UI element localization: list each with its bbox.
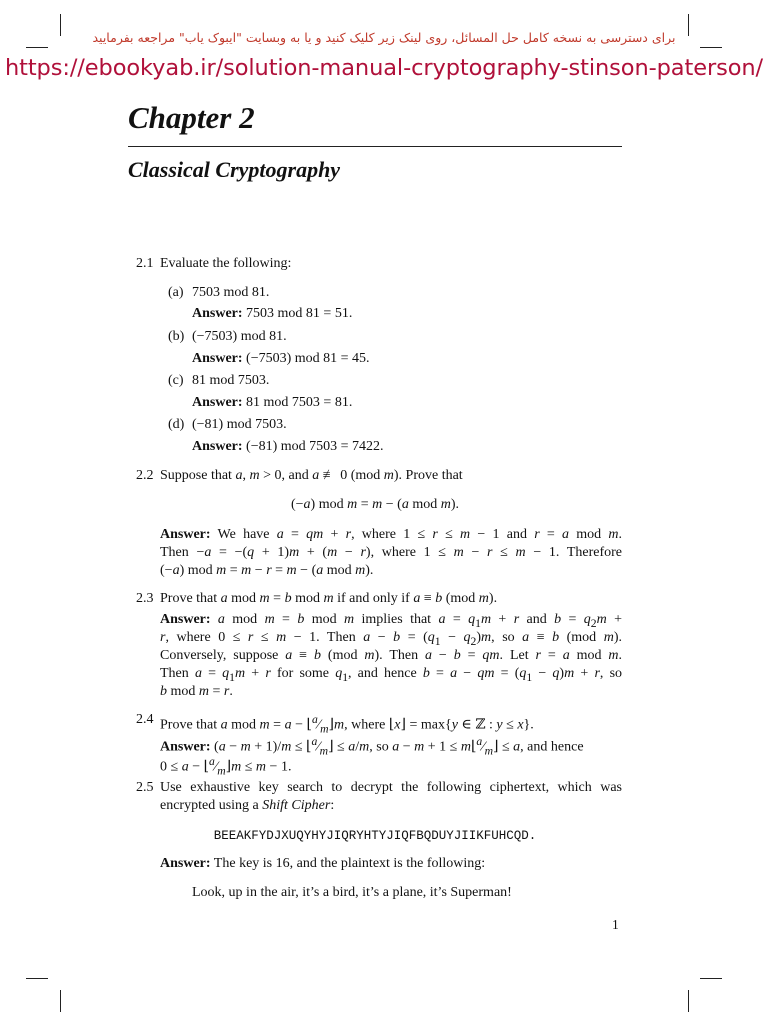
banner-notice: برای دسترسی به نسخه کامل حل المسائل، روی لینک زیر کلیک کنید و یا به وبسایت "ایبوک یاب" مراجعه بفرمایید — [92, 30, 676, 45]
ciphertext: BEEAKFYDJXUQYHYJIQRYHTYJIQFBQDUYJIIKFUHCQD. — [213, 829, 537, 843]
answer-line: Answer: We have a = qm + r, where 1 ≤ r ≤ m − 1 and r = a mod m. — [160, 527, 623, 542]
answer-text: 7503 mod 81 = 51. — [246, 306, 353, 321]
answer-line — [160, 856, 485, 872]
answer-label: Answer: — [192, 395, 243, 410]
answer-label: Answer: — [160, 856, 211, 871]
answer-text: The key is 16, and the plaintext is the following: — [213, 856, 486, 871]
part-question: 81 mod 7503. — [192, 373, 270, 388]
answer-line: r, where 0 ≤ r ≤ m − 1. Then $a - b = (q_1 - q_2)m$, so a ≡ b (mod m). — [160, 630, 622, 648]
answer-text: (−7503) mod 81 = 45. — [246, 351, 370, 366]
part-label: (d) — [168, 417, 185, 432]
banner-link[interactable]: https://ebookyab.ir/solution-manual-cryptography-stinson-paterson/ — [4, 55, 764, 81]
problem-text: Use exhaustive key search to decrypt the following ciphertext, which was — [160, 780, 622, 795]
crop-mark — [26, 978, 48, 979]
part-question: (−7503) mod 81. — [192, 329, 287, 344]
answer-label: Answer: — [160, 527, 211, 542]
answer-line: Answer: a mod m = b mod m implies that $a = q_1m + r$ and $b = q_2m$ + — [160, 612, 623, 630]
plaintext: Look, up in the air, it’s a bird, it’s a plane, it’s Superman! — [192, 885, 512, 900]
answer-line: (−a) mod m = m − r = m − (a mod m). — [160, 563, 374, 578]
part-answer — [192, 395, 352, 411]
problem-text: Prove that a mod $m = a - ⌊^a⁄_m⌋m$, where ⌊x⌋ = max{y ∈ ℤ : y ≤ x}. — [160, 713, 534, 736]
answer-line: Answer: $(a - m + 1)/m \le ⌊^a⁄_m⌋ \le a/m$, so $a - m + 1 \le m⌊^a⁄_m⌋ \le a$, and hence — [160, 735, 584, 758]
answer-label: Answer: — [160, 739, 211, 755]
answer-label: Answer: — [160, 612, 211, 627]
title-rule — [128, 146, 622, 147]
answer-label: Answer: — [192, 351, 243, 366]
problem-text: Prove that a mod m = b mod m if and only if a ≡ b (mod m). — [160, 591, 498, 606]
answer-text: (−81) mod 7503 = 7422. — [246, 439, 384, 454]
chapter-title: Chapter 2 — [128, 100, 255, 135]
problem-number: 2.2 — [136, 468, 154, 483]
display-equation: (−a) mod m = m − (a mod m). — [290, 497, 460, 512]
part-question: (−81) mod 7503. — [192, 417, 287, 432]
answer-label: Answer: — [192, 439, 243, 454]
text-fragment: encrypted using a — [160, 798, 263, 813]
emphasis: Shift Cipher — [262, 798, 331, 813]
page-number: 1 — [612, 917, 619, 932]
problem-number: 2.4 — [136, 712, 154, 727]
crop-mark — [26, 47, 48, 48]
crop-mark — [60, 990, 61, 1012]
problem-number: 2.1 — [136, 256, 154, 271]
answer-line: Conversely, suppose a ≡ b (mod m). Then a − b = qm. Let r = a mod m. — [160, 648, 623, 663]
problem-text: Evaluate the following: — [160, 256, 292, 271]
part-answer — [192, 351, 370, 367]
problem-text: Suppose that a, m > 0, and a ≢ 0 (mod m). Prove that — [160, 468, 463, 483]
answer-line: b mod m = r. — [160, 684, 233, 699]
text-fragment: : — [330, 798, 335, 813]
answer-line: Then $a = q_1m + r$ for some $q_1$, and hence b = a − qm = $(q_1 - q)m + r$, so — [160, 666, 623, 684]
part-label: (b) — [168, 329, 185, 344]
crop-mark — [700, 978, 722, 979]
part-question: 7503 mod 81. — [192, 285, 270, 300]
answer-line: $0 \le a - ⌊^a⁄_m⌋m \le m - 1$. — [160, 755, 292, 778]
problem-number: 2.3 — [136, 591, 154, 606]
chapter-subtitle: Classical Cryptography — [128, 157, 341, 182]
part-label: (c) — [168, 373, 184, 388]
part-answer — [192, 306, 352, 322]
problem-text — [160, 798, 334, 814]
answer-text: 81 mod 7503 = 81. — [246, 395, 353, 410]
problem-number: 2.5 — [136, 780, 154, 795]
part-label: (a) — [168, 285, 184, 300]
crop-mark — [688, 990, 689, 1012]
answer-line: Then −a = −(q + 1)m + (m − r), where 1 ≤ m − r ≤ m − 1. Therefore — [160, 545, 622, 560]
answer-label: Answer: — [192, 306, 243, 321]
part-answer — [192, 439, 384, 455]
crop-mark — [700, 47, 722, 48]
